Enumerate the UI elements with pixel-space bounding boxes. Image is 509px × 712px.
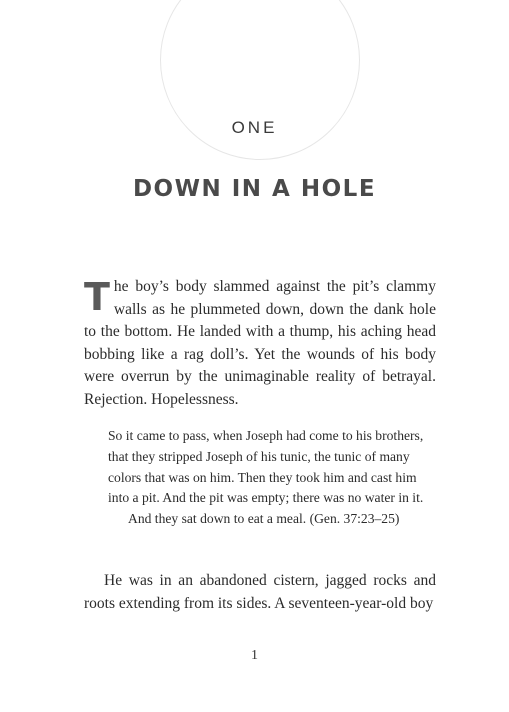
quote-text: So it came to pass, when Joseph had come to his brothers, that they stripped Joseph of his tunic, the tunic of many colors that was on him. Then they took him and cast him into a pit. And the pit was empty; there was no water in it. xyxy=(108,428,424,506)
opening-paragraph xyxy=(84,276,436,411)
opening-paragraph-text: he boy’s body slammed against the pit’s clammy walls as he plummeted down, down the dank hole to the bottom. He landed with a thump, his aching head bobbing like a rag doll’s. Yet the wounds of his body were overrun by the unimaginable reality of betrayal. Rejection. Hopelessness. xyxy=(84,278,436,408)
page-number: 1 xyxy=(251,648,258,663)
second-paragraph: He was in an abandoned cistern, jagged rocks and roots extending from its sides. A seventeen-year-old boy xyxy=(84,572,436,612)
chapter-title: DOWN IN A HOLE xyxy=(132,176,377,202)
chapter-number: ONE xyxy=(231,118,278,137)
scripture-block-quote xyxy=(108,426,424,530)
quote-reference-line: And they sat down to eat a meal. (Gen. 37:23–25) xyxy=(128,511,400,527)
drop-cap: T xyxy=(84,275,110,319)
